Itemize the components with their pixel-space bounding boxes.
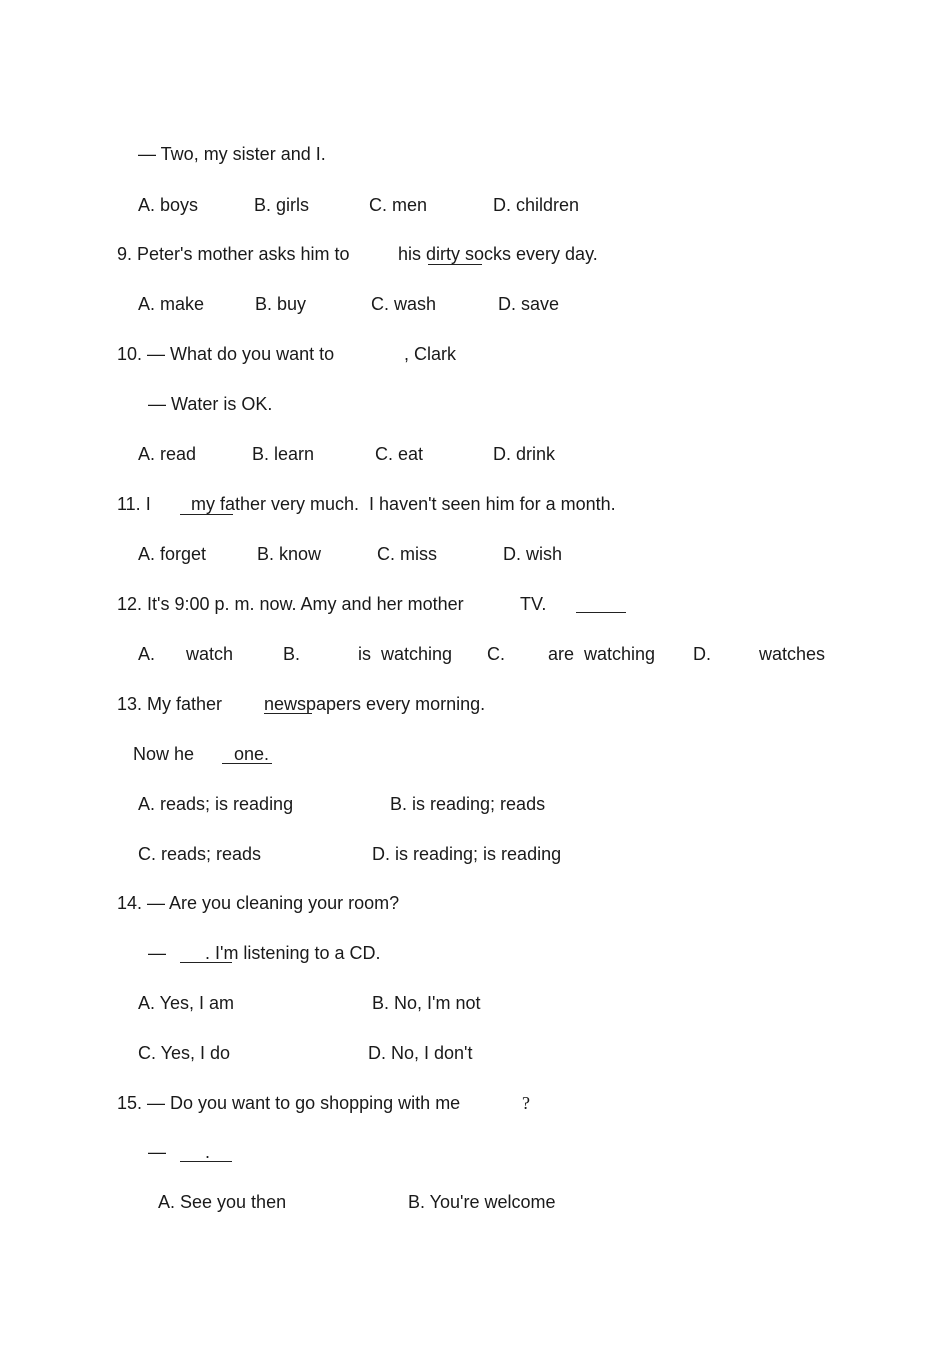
q11-stem-start: 11. I — [117, 494, 151, 514]
q12-answer-blank — [576, 612, 626, 613]
q9-option-b: B. buy — [255, 294, 307, 314]
q15-reply-text: . — [205, 1142, 211, 1162]
q13-option-b: B. is reading; reads — [390, 794, 546, 814]
q13-option-a: A. reads; is reading — [138, 794, 294, 814]
q12-option-a-letter: A. — [138, 644, 156, 664]
q14-option-c: C. Yes, I do — [138, 1043, 231, 1063]
q13-line2-end: one. — [234, 744, 270, 764]
q12-option-a-text: watch — [186, 644, 234, 664]
q12-option-b-text: is watching — [358, 644, 453, 664]
q11-option-b: B. know — [257, 544, 322, 564]
q9-option-a: A. make — [138, 294, 205, 314]
q14-option-b: B. No, I'm not — [372, 993, 481, 1013]
q14-stem: 14. — Are you cleaning your room? — [117, 893, 400, 913]
q8-option-c: C. men — [369, 195, 428, 215]
q10-stem-start: 10. — What do you want to — [117, 344, 335, 364]
q11-option-c: C. miss — [377, 544, 437, 564]
q11-option-a: A. forget — [138, 544, 207, 564]
q14-reply-dash: — — [148, 943, 166, 963]
q15-option-a: A. See you then — [158, 1192, 287, 1212]
q15-stem: 15. — Do you want to go shopping with me — [117, 1093, 461, 1113]
q12-stem-start: 12. It's 9:00 p. m. now. Amy and her mother — [117, 594, 464, 614]
q9-option-d: D. save — [498, 294, 560, 314]
q12-option-c-text: are watching — [548, 644, 656, 664]
q10-option-a: A. read — [138, 444, 197, 464]
q10-option-b: B. learn — [252, 444, 315, 464]
q14-option-a: A. Yes, I am — [138, 993, 235, 1013]
q15-option-b: B. You're welcome — [408, 1192, 556, 1212]
q9-option-c: C. wash — [371, 294, 437, 314]
q15-reply-dash: — — [148, 1142, 166, 1162]
q10-stem-end: , Clark — [404, 344, 457, 364]
q13-answer-blank-1 — [264, 713, 312, 714]
q10-option-c: C. eat — [375, 444, 424, 464]
q9-answer-blank — [428, 264, 482, 265]
q12-option-c-letter: C. — [487, 644, 505, 664]
q9-stem-start: 9. Peter's mother asks him to — [117, 244, 350, 264]
q8-answer-line: — Two, my sister and I. — [138, 144, 326, 164]
q10-reply: — Water is OK. — [148, 394, 273, 414]
q9-stem-end: his dirty socks every day. — [398, 244, 598, 264]
q8-option-d: D. children — [493, 195, 580, 215]
q10-option-d: D. drink — [493, 444, 556, 464]
q12-stem-end: TV. — [520, 594, 547, 614]
q11-answer-blank — [180, 514, 233, 515]
q12-option-d-text: watches — [759, 644, 826, 664]
q12-option-b-letter: B. — [283, 644, 301, 664]
q14-answer-blank — [180, 962, 232, 963]
q13-line2-start: Now he — [133, 744, 195, 764]
q15-question-mark: ? — [522, 1093, 530, 1113]
q13-option-c: C. reads; reads — [138, 844, 262, 864]
q13-option-d: D. is reading; is reading — [372, 844, 562, 864]
q13-answer-blank-2 — [222, 763, 272, 764]
q12-option-d-letter: D. — [693, 644, 711, 664]
q15-answer-blank — [180, 1161, 232, 1162]
q11-option-d: D. wish — [503, 544, 563, 564]
q11-stem-end: my father very much. I haven't seen him for a month. — [191, 494, 616, 514]
q8-option-a: A. boys — [138, 195, 199, 215]
q14-reply-text: . I'm listening to a CD. — [205, 943, 381, 963]
q13-stem-start: 13. My father — [117, 694, 223, 714]
q8-option-b: B. girls — [254, 195, 310, 215]
q13-stem-end: newspapers every morning. — [264, 694, 486, 714]
q14-option-d: D. No, I don't — [368, 1043, 473, 1063]
